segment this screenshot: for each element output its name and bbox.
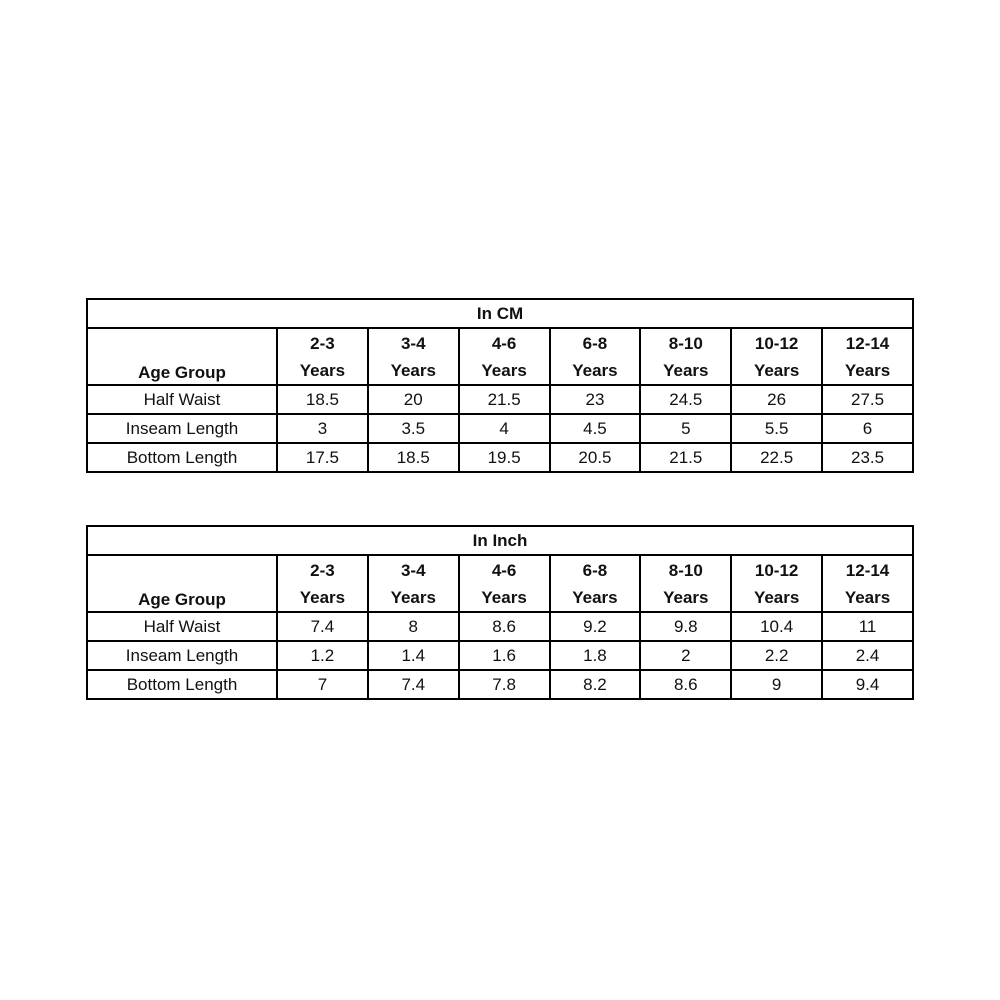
table-cell: 8.2 — [550, 670, 641, 699]
table-cell: 7.4 — [368, 670, 459, 699]
age-range: 2-3 — [310, 560, 335, 580]
age-unit: Years — [844, 587, 891, 607]
age-range: 4-6 — [491, 333, 517, 353]
table-cell: 1.8 — [550, 641, 641, 670]
table-cell: 1.6 — [459, 641, 550, 670]
table-cell: 18.5 — [368, 443, 459, 472]
age-range: 8-10 — [668, 560, 703, 580]
table-caption-row — [87, 299, 913, 328]
age-unit: Years — [572, 360, 618, 380]
table-caption-row — [87, 526, 913, 555]
table-cell: 4 — [459, 414, 550, 443]
table-cell: 11 — [822, 612, 913, 641]
age-unit: Years — [663, 360, 709, 380]
table-cell: 2 — [640, 641, 731, 670]
age-unit: Years — [663, 587, 709, 607]
column-header — [731, 328, 822, 385]
age-range: 3-4 — [400, 333, 426, 353]
table-cell: 5.5 — [731, 414, 822, 443]
age-range: 6-8 — [582, 560, 608, 580]
table-cell: 8.6 — [459, 612, 550, 641]
table-cell: 3 — [277, 414, 368, 443]
table-cell: 1.4 — [368, 641, 459, 670]
table-cell: 8 — [368, 612, 459, 641]
column-header — [459, 555, 550, 612]
table-cell: 1.2 — [277, 641, 368, 670]
table-cell: 23.5 — [822, 443, 913, 472]
table-cell: 4.5 — [550, 414, 641, 443]
table-caption: In CM — [87, 299, 913, 328]
table-cell: 24.5 — [640, 385, 731, 414]
age-unit: Years — [299, 360, 346, 380]
table-cell: 23 — [550, 385, 641, 414]
table-cell: 20.5 — [550, 443, 641, 472]
table-cell: 9 — [731, 670, 822, 699]
table-cell: 9.2 — [550, 612, 641, 641]
age-range: 3-4 — [400, 560, 426, 580]
table-header-row — [87, 555, 913, 612]
table-cell: 9.8 — [640, 612, 731, 641]
age-group-header: Age Group — [87, 555, 277, 612]
age-range: 12-14 — [845, 333, 890, 353]
row-label: Bottom Length — [87, 443, 277, 472]
column-header — [640, 328, 731, 385]
size-chart-inch-table — [86, 525, 914, 700]
table-row — [87, 641, 913, 670]
table-caption: In Inch — [87, 526, 913, 555]
age-unit: Years — [299, 587, 346, 607]
table-row — [87, 612, 913, 641]
table-row — [87, 443, 913, 472]
column-header — [277, 555, 368, 612]
table-cell: 7 — [277, 670, 368, 699]
table-cell: 9.4 — [822, 670, 913, 699]
age-range: 4-6 — [491, 560, 517, 580]
column-header — [731, 555, 822, 612]
table-cell: 19.5 — [459, 443, 550, 472]
age-unit: Years — [390, 360, 436, 380]
age-unit: Years — [481, 587, 527, 607]
table-cell: 20 — [368, 385, 459, 414]
age-range: 10-12 — [754, 333, 799, 353]
table-cell: 18.5 — [277, 385, 368, 414]
age-unit: Years — [844, 360, 891, 380]
table-row — [87, 414, 913, 443]
age-unit: Years — [481, 360, 527, 380]
row-label: Half Waist — [87, 612, 277, 641]
column-header — [822, 555, 913, 612]
column-header — [640, 555, 731, 612]
age-range: 6-8 — [582, 333, 608, 353]
table-cell: 10.4 — [731, 612, 822, 641]
table-cell: 2.4 — [822, 641, 913, 670]
age-range: 12-14 — [845, 560, 890, 580]
column-header — [277, 328, 368, 385]
age-group-header: Age Group — [87, 328, 277, 385]
row-label: Bottom Length — [87, 670, 277, 699]
table-cell: 7.8 — [459, 670, 550, 699]
table-header-row — [87, 328, 913, 385]
age-unit: Years — [753, 360, 800, 380]
column-header — [368, 328, 459, 385]
table-cell: 27.5 — [822, 385, 913, 414]
table-cell: 8.6 — [640, 670, 731, 699]
row-label: Inseam Length — [87, 414, 277, 443]
age-unit: Years — [753, 587, 800, 607]
table-cell: 21.5 — [459, 385, 550, 414]
age-range: 2-3 — [310, 333, 335, 353]
age-unit: Years — [390, 587, 436, 607]
table-cell: 17.5 — [277, 443, 368, 472]
table-cell: 2.2 — [731, 641, 822, 670]
column-header — [550, 328, 641, 385]
column-header — [368, 555, 459, 612]
table-cell: 6 — [822, 414, 913, 443]
table-row — [87, 385, 913, 414]
column-header — [459, 328, 550, 385]
row-label: Inseam Length — [87, 641, 277, 670]
table-cell: 22.5 — [731, 443, 822, 472]
size-chart-cm-table — [86, 298, 914, 473]
column-header — [822, 328, 913, 385]
table-cell: 26 — [731, 385, 822, 414]
table-cell: 5 — [640, 414, 731, 443]
table-cell: 3.5 — [368, 414, 459, 443]
table-cell: 7.4 — [277, 612, 368, 641]
table-cell: 21.5 — [640, 443, 731, 472]
column-header — [550, 555, 641, 612]
table-row — [87, 670, 913, 699]
row-label: Half Waist — [87, 385, 277, 414]
age-unit: Years — [572, 587, 618, 607]
age-range: 10-12 — [754, 560, 799, 580]
age-range: 8-10 — [668, 333, 703, 353]
